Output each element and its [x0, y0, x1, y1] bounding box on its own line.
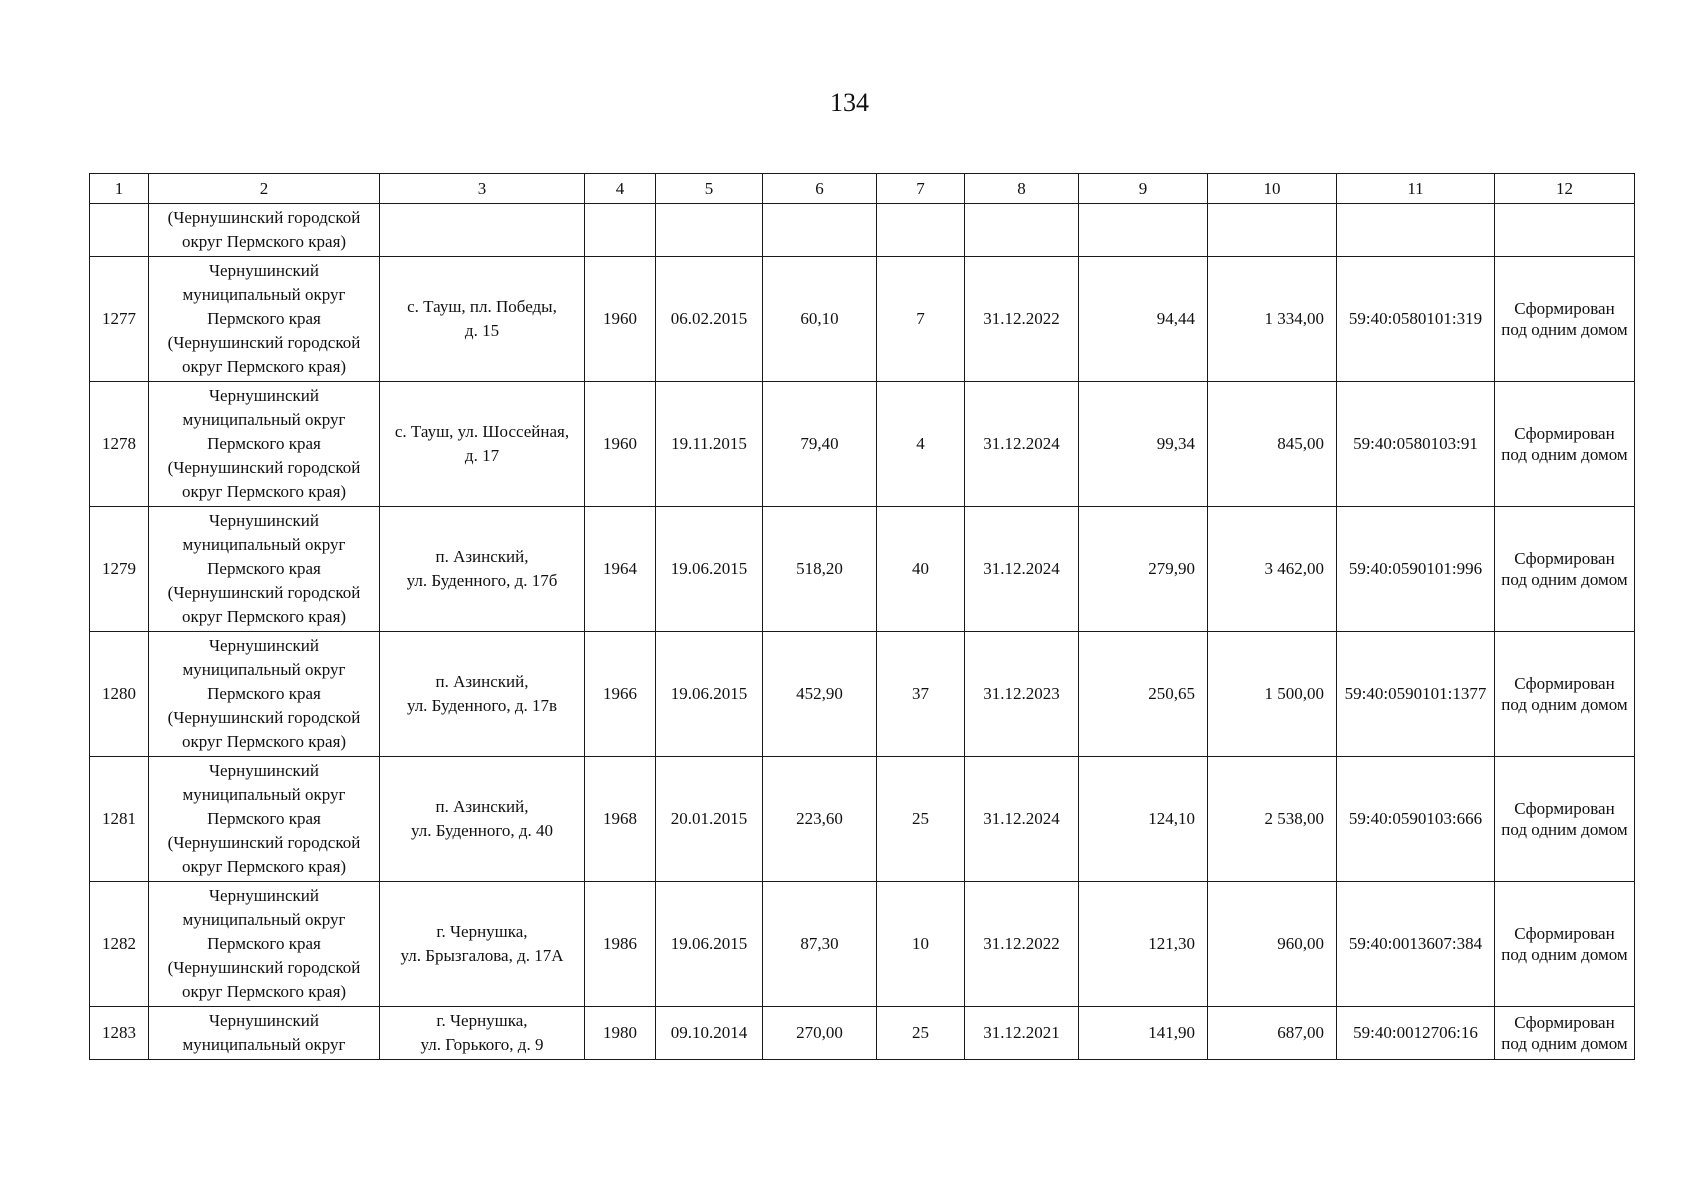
status-cell: Сформирован под одним домом [1495, 632, 1635, 757]
table-row [90, 1007, 1635, 1060]
col10-cell [1208, 204, 1337, 257]
row-number: 1279 [90, 507, 149, 632]
deadline-cell: 31.12.2024 [965, 757, 1079, 882]
col10-cell: 1 334,00 [1208, 257, 1337, 382]
date-cell: 19.06.2015 [656, 632, 763, 757]
row-number: 1277 [90, 257, 149, 382]
year-cell: 1960 [585, 257, 656, 382]
table-row [90, 757, 1635, 882]
table-row [90, 382, 1635, 507]
column-header: 11 [1337, 174, 1495, 204]
header-row [90, 174, 1635, 204]
col9-cell [1079, 204, 1208, 257]
residents-cell: 25 [877, 757, 965, 882]
year-cell: 1968 [585, 757, 656, 882]
status-cell: Сформирован под одним домом [1495, 507, 1635, 632]
residents-cell: 10 [877, 882, 965, 1007]
residents-cell: 7 [877, 257, 965, 382]
area-cell: 452,90 [763, 632, 877, 757]
date-cell: 06.02.2015 [656, 257, 763, 382]
cadastral-cell [1337, 204, 1495, 257]
date-cell: 19.06.2015 [656, 882, 763, 1007]
residents-cell [877, 204, 965, 257]
deadline-cell: 31.12.2023 [965, 632, 1079, 757]
col9-cell: 279,90 [1079, 507, 1208, 632]
status-cell: Сформирован под одним домом [1495, 882, 1635, 1007]
address-cell: п. Азинский, ул. Буденного, д. 17б [380, 507, 585, 632]
column-header: 1 [90, 174, 149, 204]
column-header: 5 [656, 174, 763, 204]
status-cell [1495, 204, 1635, 257]
area-cell: 87,30 [763, 882, 877, 1007]
address-cell: с. Тауш, ул. Шоссейная, д. 17 [380, 382, 585, 507]
owner-cell: Чернушинский муниципальный округ Пермского края (Чернушинский городской округ Пермского края) [149, 757, 380, 882]
area-cell: 223,60 [763, 757, 877, 882]
year-cell [585, 204, 656, 257]
col9-cell: 124,10 [1079, 757, 1208, 882]
cadastral-cell: 59:40:0590103:666 [1337, 757, 1495, 882]
column-header: 7 [877, 174, 965, 204]
owner-cell: Чернушинский муниципальный округ Пермского края (Чернушинский городской округ Пермского края) [149, 257, 380, 382]
table-row [90, 882, 1635, 1007]
col10-cell: 1 500,00 [1208, 632, 1337, 757]
owner-cell: Чернушинский муниципальный округ Пермского края (Чернушинский городской округ Пермского края) [149, 507, 380, 632]
col9-cell: 121,30 [1079, 882, 1208, 1007]
address-cell: с. Тауш, пл. Победы, д. 15 [380, 257, 585, 382]
address-cell: г. Чернушка, ул. Горького, д. 9 [380, 1007, 585, 1060]
col10-cell: 2 538,00 [1208, 757, 1337, 882]
table-row [90, 204, 1635, 257]
status-cell: Сформирован под одним домом [1495, 1007, 1635, 1060]
cadastral-cell: 59:40:0013607:384 [1337, 882, 1495, 1007]
owner-cell: Чернушинский муниципальный округ Пермского края (Чернушинский городской округ Пермского края) [149, 882, 380, 1007]
area-cell: 270,00 [763, 1007, 877, 1060]
date-cell [656, 204, 763, 257]
status-cell: Сформирован под одним домом [1495, 757, 1635, 882]
address-cell: п. Азинский, ул. Буденного, д. 17в [380, 632, 585, 757]
owner-cell: Чернушинский муниципальный округ Пермского края (Чернушинский городской округ Пермского края) [149, 632, 380, 757]
residents-cell: 4 [877, 382, 965, 507]
cadastral-cell: 59:40:0580103:91 [1337, 382, 1495, 507]
date-cell: 09.10.2014 [656, 1007, 763, 1060]
column-header: 4 [585, 174, 656, 204]
row-number: 1281 [90, 757, 149, 882]
col9-cell: 141,90 [1079, 1007, 1208, 1060]
housing-registry-table [89, 173, 1635, 1060]
deadline-cell: 31.12.2022 [965, 882, 1079, 1007]
col10-cell: 687,00 [1208, 1007, 1337, 1060]
owner-cell: (Чернушинский городской округ Пермского края) [149, 204, 380, 257]
row-number: 1278 [90, 382, 149, 507]
date-cell: 20.01.2015 [656, 757, 763, 882]
table-row [90, 632, 1635, 757]
column-header: 10 [1208, 174, 1337, 204]
row-number: 1283 [90, 1007, 149, 1060]
deadline-cell: 31.12.2024 [965, 507, 1079, 632]
col10-cell: 960,00 [1208, 882, 1337, 1007]
row-number: 1282 [90, 882, 149, 1007]
year-cell: 1986 [585, 882, 656, 1007]
row-number: 1280 [90, 632, 149, 757]
year-cell: 1960 [585, 382, 656, 507]
cadastral-cell: 59:40:0590101:996 [1337, 507, 1495, 632]
area-cell: 79,40 [763, 382, 877, 507]
residents-cell: 25 [877, 1007, 965, 1060]
deadline-cell: 31.12.2024 [965, 382, 1079, 507]
address-cell: г. Чернушка, ул. Брызгалова, д. 17А [380, 882, 585, 1007]
year-cell: 1980 [585, 1007, 656, 1060]
owner-cell: Чернушинский муниципальный округ [149, 1007, 380, 1060]
cadastral-cell: 59:40:0580101:319 [1337, 257, 1495, 382]
table-row [90, 257, 1635, 382]
area-cell [763, 204, 877, 257]
year-cell: 1964 [585, 507, 656, 632]
page-number: 134 [830, 88, 869, 117]
address-cell: п. Азинский, ул. Буденного, д. 40 [380, 757, 585, 882]
status-cell: Сформирован под одним домом [1495, 257, 1635, 382]
col9-cell: 250,65 [1079, 632, 1208, 757]
area-cell: 518,20 [763, 507, 877, 632]
column-header: 6 [763, 174, 877, 204]
residents-cell: 40 [877, 507, 965, 632]
row-number [90, 204, 149, 257]
col10-cell: 3 462,00 [1208, 507, 1337, 632]
col10-cell: 845,00 [1208, 382, 1337, 507]
date-cell: 19.06.2015 [656, 507, 763, 632]
deadline-cell: 31.12.2021 [965, 1007, 1079, 1060]
col9-cell: 99,34 [1079, 382, 1208, 507]
year-cell: 1966 [585, 632, 656, 757]
column-header: 9 [1079, 174, 1208, 204]
column-header: 3 [380, 174, 585, 204]
status-cell: Сформирован под одним домом [1495, 382, 1635, 507]
column-header: 2 [149, 174, 380, 204]
column-header: 12 [1495, 174, 1635, 204]
deadline-cell [965, 204, 1079, 257]
table-row [90, 507, 1635, 632]
col9-cell: 94,44 [1079, 257, 1208, 382]
cadastral-cell: 59:40:0590101:1377 [1337, 632, 1495, 757]
cadastral-cell: 59:40:0012706:16 [1337, 1007, 1495, 1060]
date-cell: 19.11.2015 [656, 382, 763, 507]
area-cell: 60,10 [763, 257, 877, 382]
column-header: 8 [965, 174, 1079, 204]
deadline-cell: 31.12.2022 [965, 257, 1079, 382]
residents-cell: 37 [877, 632, 965, 757]
owner-cell: Чернушинский муниципальный округ Пермского края (Чернушинский городской округ Пермского края) [149, 382, 380, 507]
address-cell [380, 204, 585, 257]
